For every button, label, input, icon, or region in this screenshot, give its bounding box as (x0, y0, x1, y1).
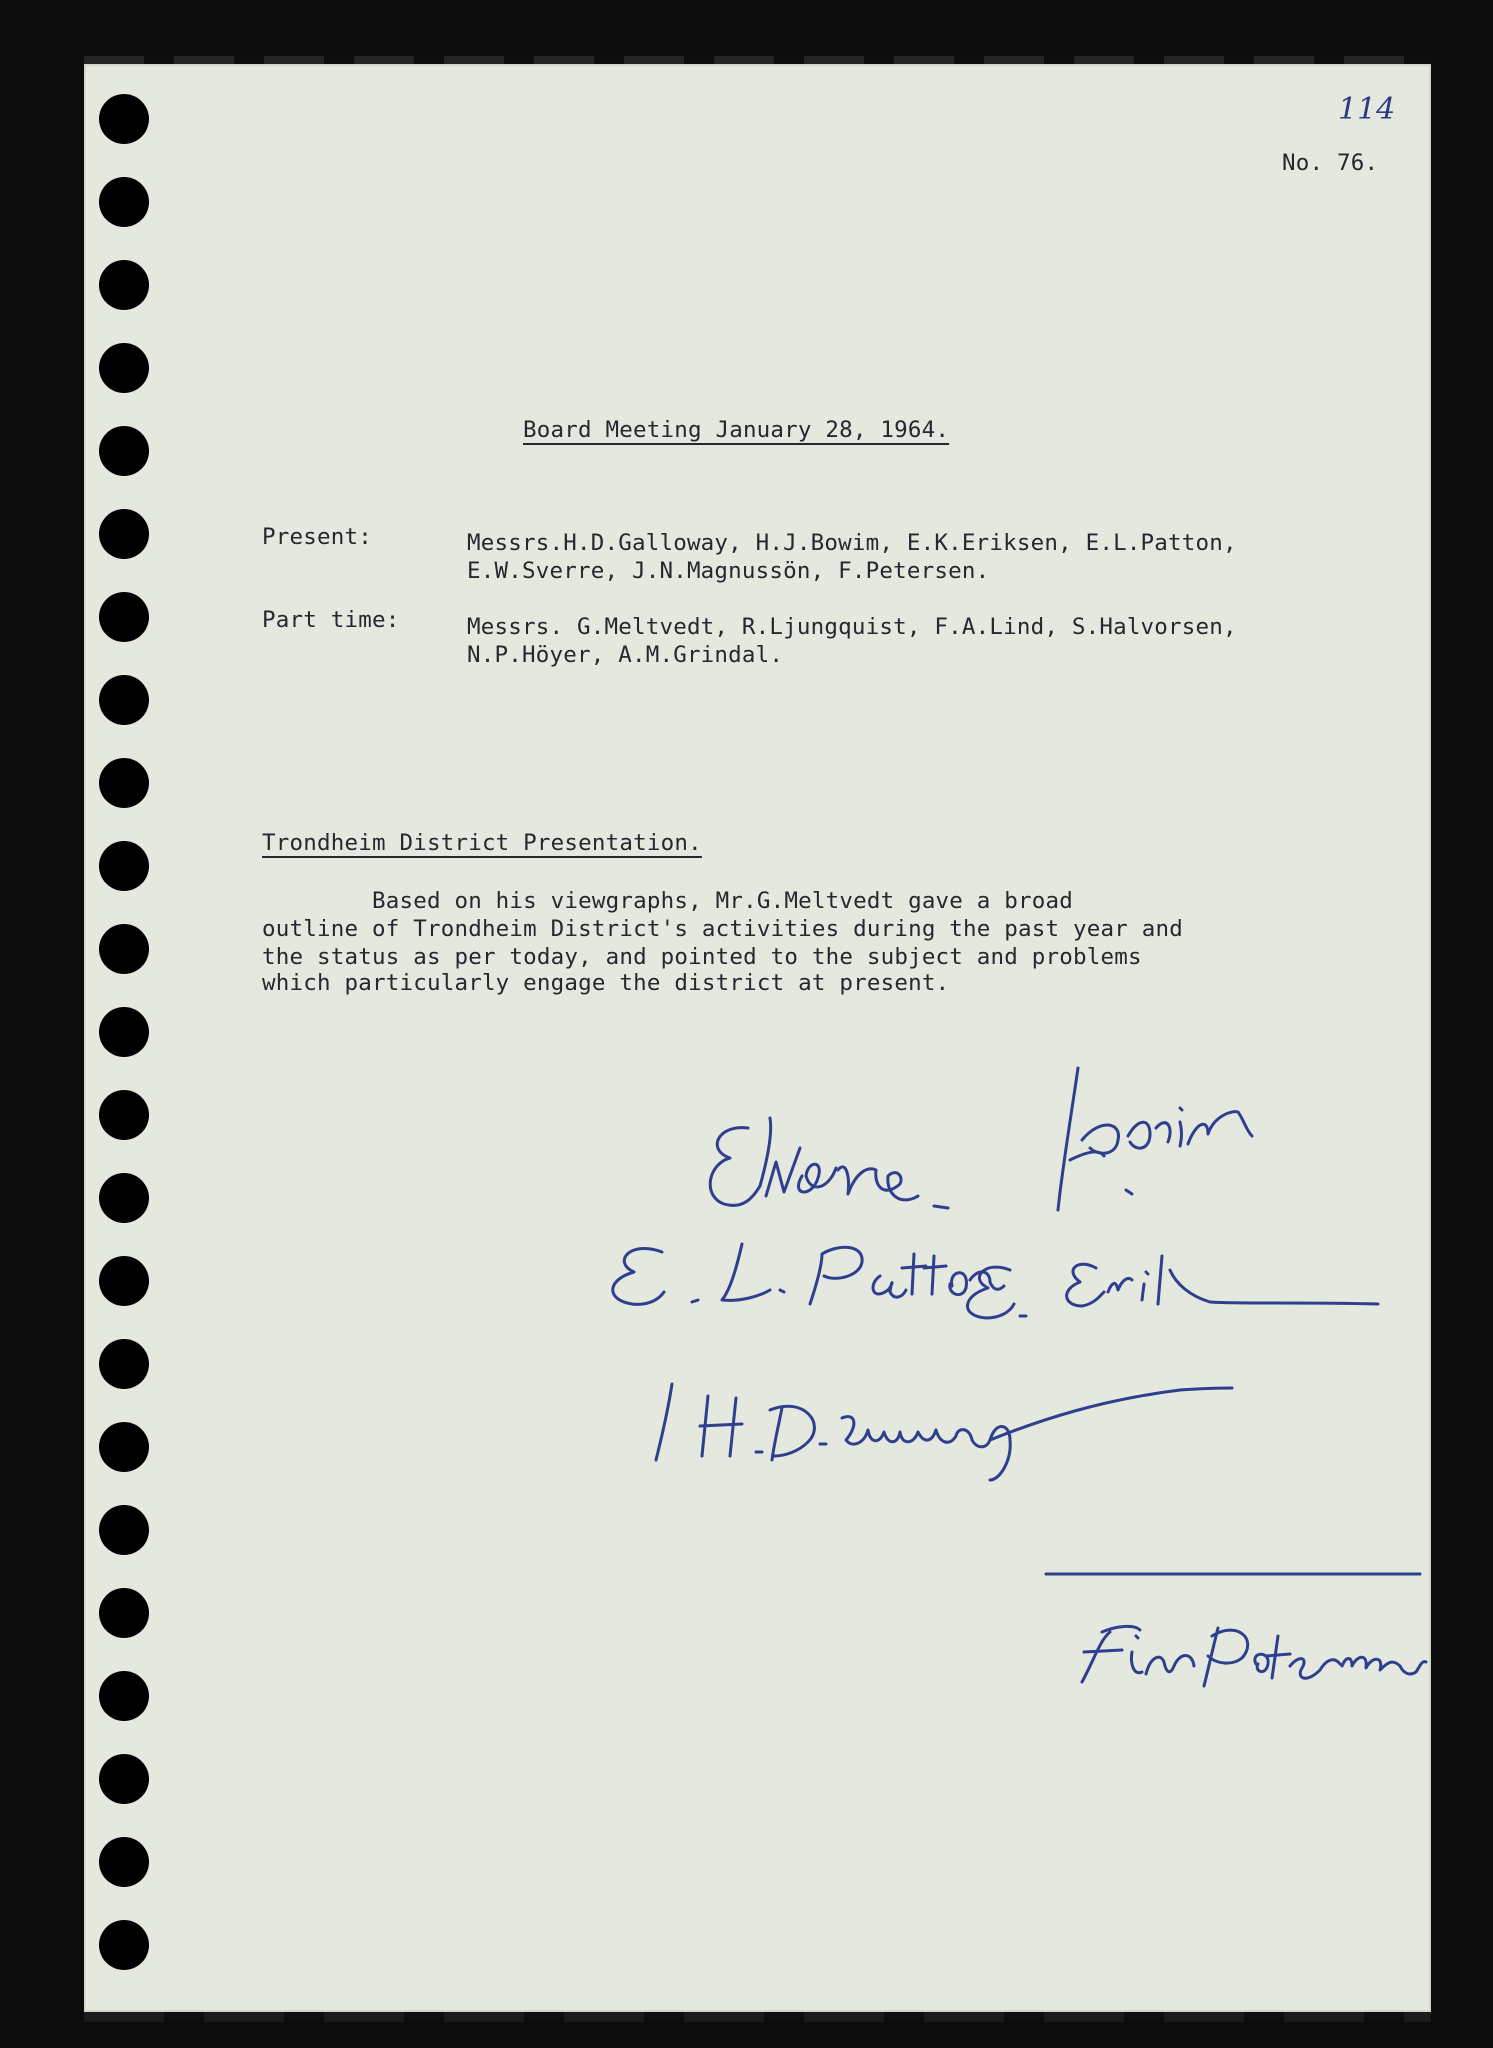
binder-hole (99, 1837, 149, 1887)
document-page (84, 64, 1431, 2012)
binder-hole (99, 1256, 149, 1306)
binder-hole (99, 1339, 149, 1389)
binder-hole (99, 426, 149, 476)
binder-hole (99, 841, 149, 891)
binder-hole (99, 509, 149, 559)
binder-hole (99, 177, 149, 227)
binder-hole (99, 1090, 149, 1140)
part-time-label: Part time: (262, 607, 400, 633)
binder-hole (99, 94, 149, 144)
binder-hole (99, 1173, 149, 1223)
present-label: Present: (262, 524, 372, 550)
scan-edge-top (84, 56, 1431, 64)
section-heading: Trondheim District Presentation. (262, 830, 702, 856)
meeting-title: Board Meeting January 28, 1964. (523, 417, 950, 443)
binder-hole (99, 1007, 149, 1057)
binder-hole (99, 592, 149, 642)
binder-hole (99, 1505, 149, 1555)
binder-hole (99, 924, 149, 974)
paragraph-line: the status as per today, and pointed to the subject and problems (262, 944, 1142, 970)
binder-hole (99, 1671, 149, 1721)
binder-hole (99, 343, 149, 393)
present-names-line: E.W.Sverre, J.N.Magnussön, F.Petersen. (467, 558, 990, 584)
binder-hole (99, 758, 149, 808)
binder-hole (99, 1920, 149, 1970)
binder-hole (99, 1588, 149, 1638)
paragraph-line: outline of Trondheim District's activities during the past year and (262, 916, 1183, 942)
binder-hole (99, 1754, 149, 1804)
part-time-names-line: Messrs. G.Meltvedt, R.Ljungquist, F.A.Lind, S.Halvorsen, (467, 614, 1237, 640)
paragraph-line: which particularly engage the district at present. (262, 970, 950, 996)
scan-edge-bottom (84, 2012, 1431, 2022)
handwritten-page-number: 114 (1338, 92, 1396, 127)
paragraph-line: Based on his viewgraphs, Mr.G.Meltvedt gave a broad (262, 888, 1074, 914)
document-number: No. 76. (1282, 150, 1379, 176)
binder-hole (99, 1422, 149, 1472)
binder-hole (99, 675, 149, 725)
present-names-line: Messrs.H.D.Galloway, H.J.Bowim, E.K.Eriksen, E.L.Patton, (467, 530, 1237, 556)
binder-hole (99, 260, 149, 310)
part-time-names-line: N.P.Höyer, A.M.Grindal. (467, 642, 784, 668)
